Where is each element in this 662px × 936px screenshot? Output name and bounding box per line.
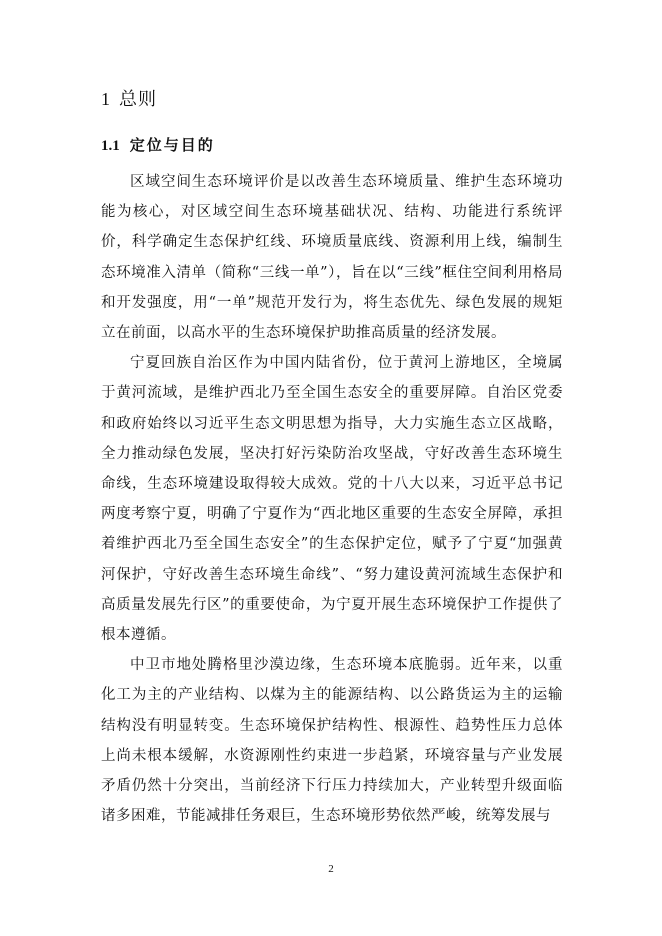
- page-number: 2: [328, 863, 334, 875]
- chapter-heading: [101, 86, 157, 113]
- chapter-number: 1: [101, 89, 111, 109]
- chapter-title: 总则: [119, 89, 157, 110]
- paragraph: 区域空间生态环境评价是以改善生态环境质量、维护生态环境功能为核心，对区域空间生态环境基础状况、结构、功能进行系统评价，科学确定生态保护红线、环境质量底线、资源利用上线，编制生态环境准入清单（简称“三线一单”），旨在以“三线”框住空间利用格局和开发强度，用“一单”规范开发行为，将生态优先、绿色发展的规矩立在前面，以高水平的生态环境保护助推高质量的经济发展。: [101, 174, 563, 342]
- paragraph: 宁夏回族自治区作为中国内陆省份，位于黄河上游地区，全境属于黄河流域，是维护西北乃至全国生态安全的重要屏障。自治区党委和政府始终以习近平生态文明思想为指导，大力实施生态立区战略，全力推动绿色发展，坚决打好污染防治攻坚战，守好改善生态环境生命线，生态环境建设取得较大成效。党的十八大以来，习近平总书记两度考察宁夏，明确了宁夏作为“西北地区重要的生态安全屏障，承担着维护西北乃至全国生态安全”的生态保护定位，赋予了宁夏“加强黄河保护，守好改善生态环境生命线”、“努力建设黄河流域生态保护和高质量发展先行区”的重要使命，为宁夏开展生态环境保护工作提供了根本遵循。: [101, 355, 563, 644]
- section-heading: [101, 133, 215, 158]
- section-title: 定位与目的: [129, 136, 215, 154]
- body-text: [101, 167, 563, 831]
- section-number: 1.1: [101, 138, 120, 154]
- paragraph: 中卫市地处腾格里沙漠边缘，生态环境本底脆弱。近年来，以重化工为主的产业结构、以煤为主的能源结构、以公路货运为主的运输结构没有明显转变。生态环境保护结构性、根源性、趋势性压力总体上尚未根本缓解，水资源刚性约束进一步趋紧，环境容量与产业发展矛盾仍然十分突出，当前经济下行压力持续加大，产业转型升级面临诸多困难，节能减排任务艰巨，生态环境形势依然严峻，统筹发展与: [101, 657, 563, 825]
